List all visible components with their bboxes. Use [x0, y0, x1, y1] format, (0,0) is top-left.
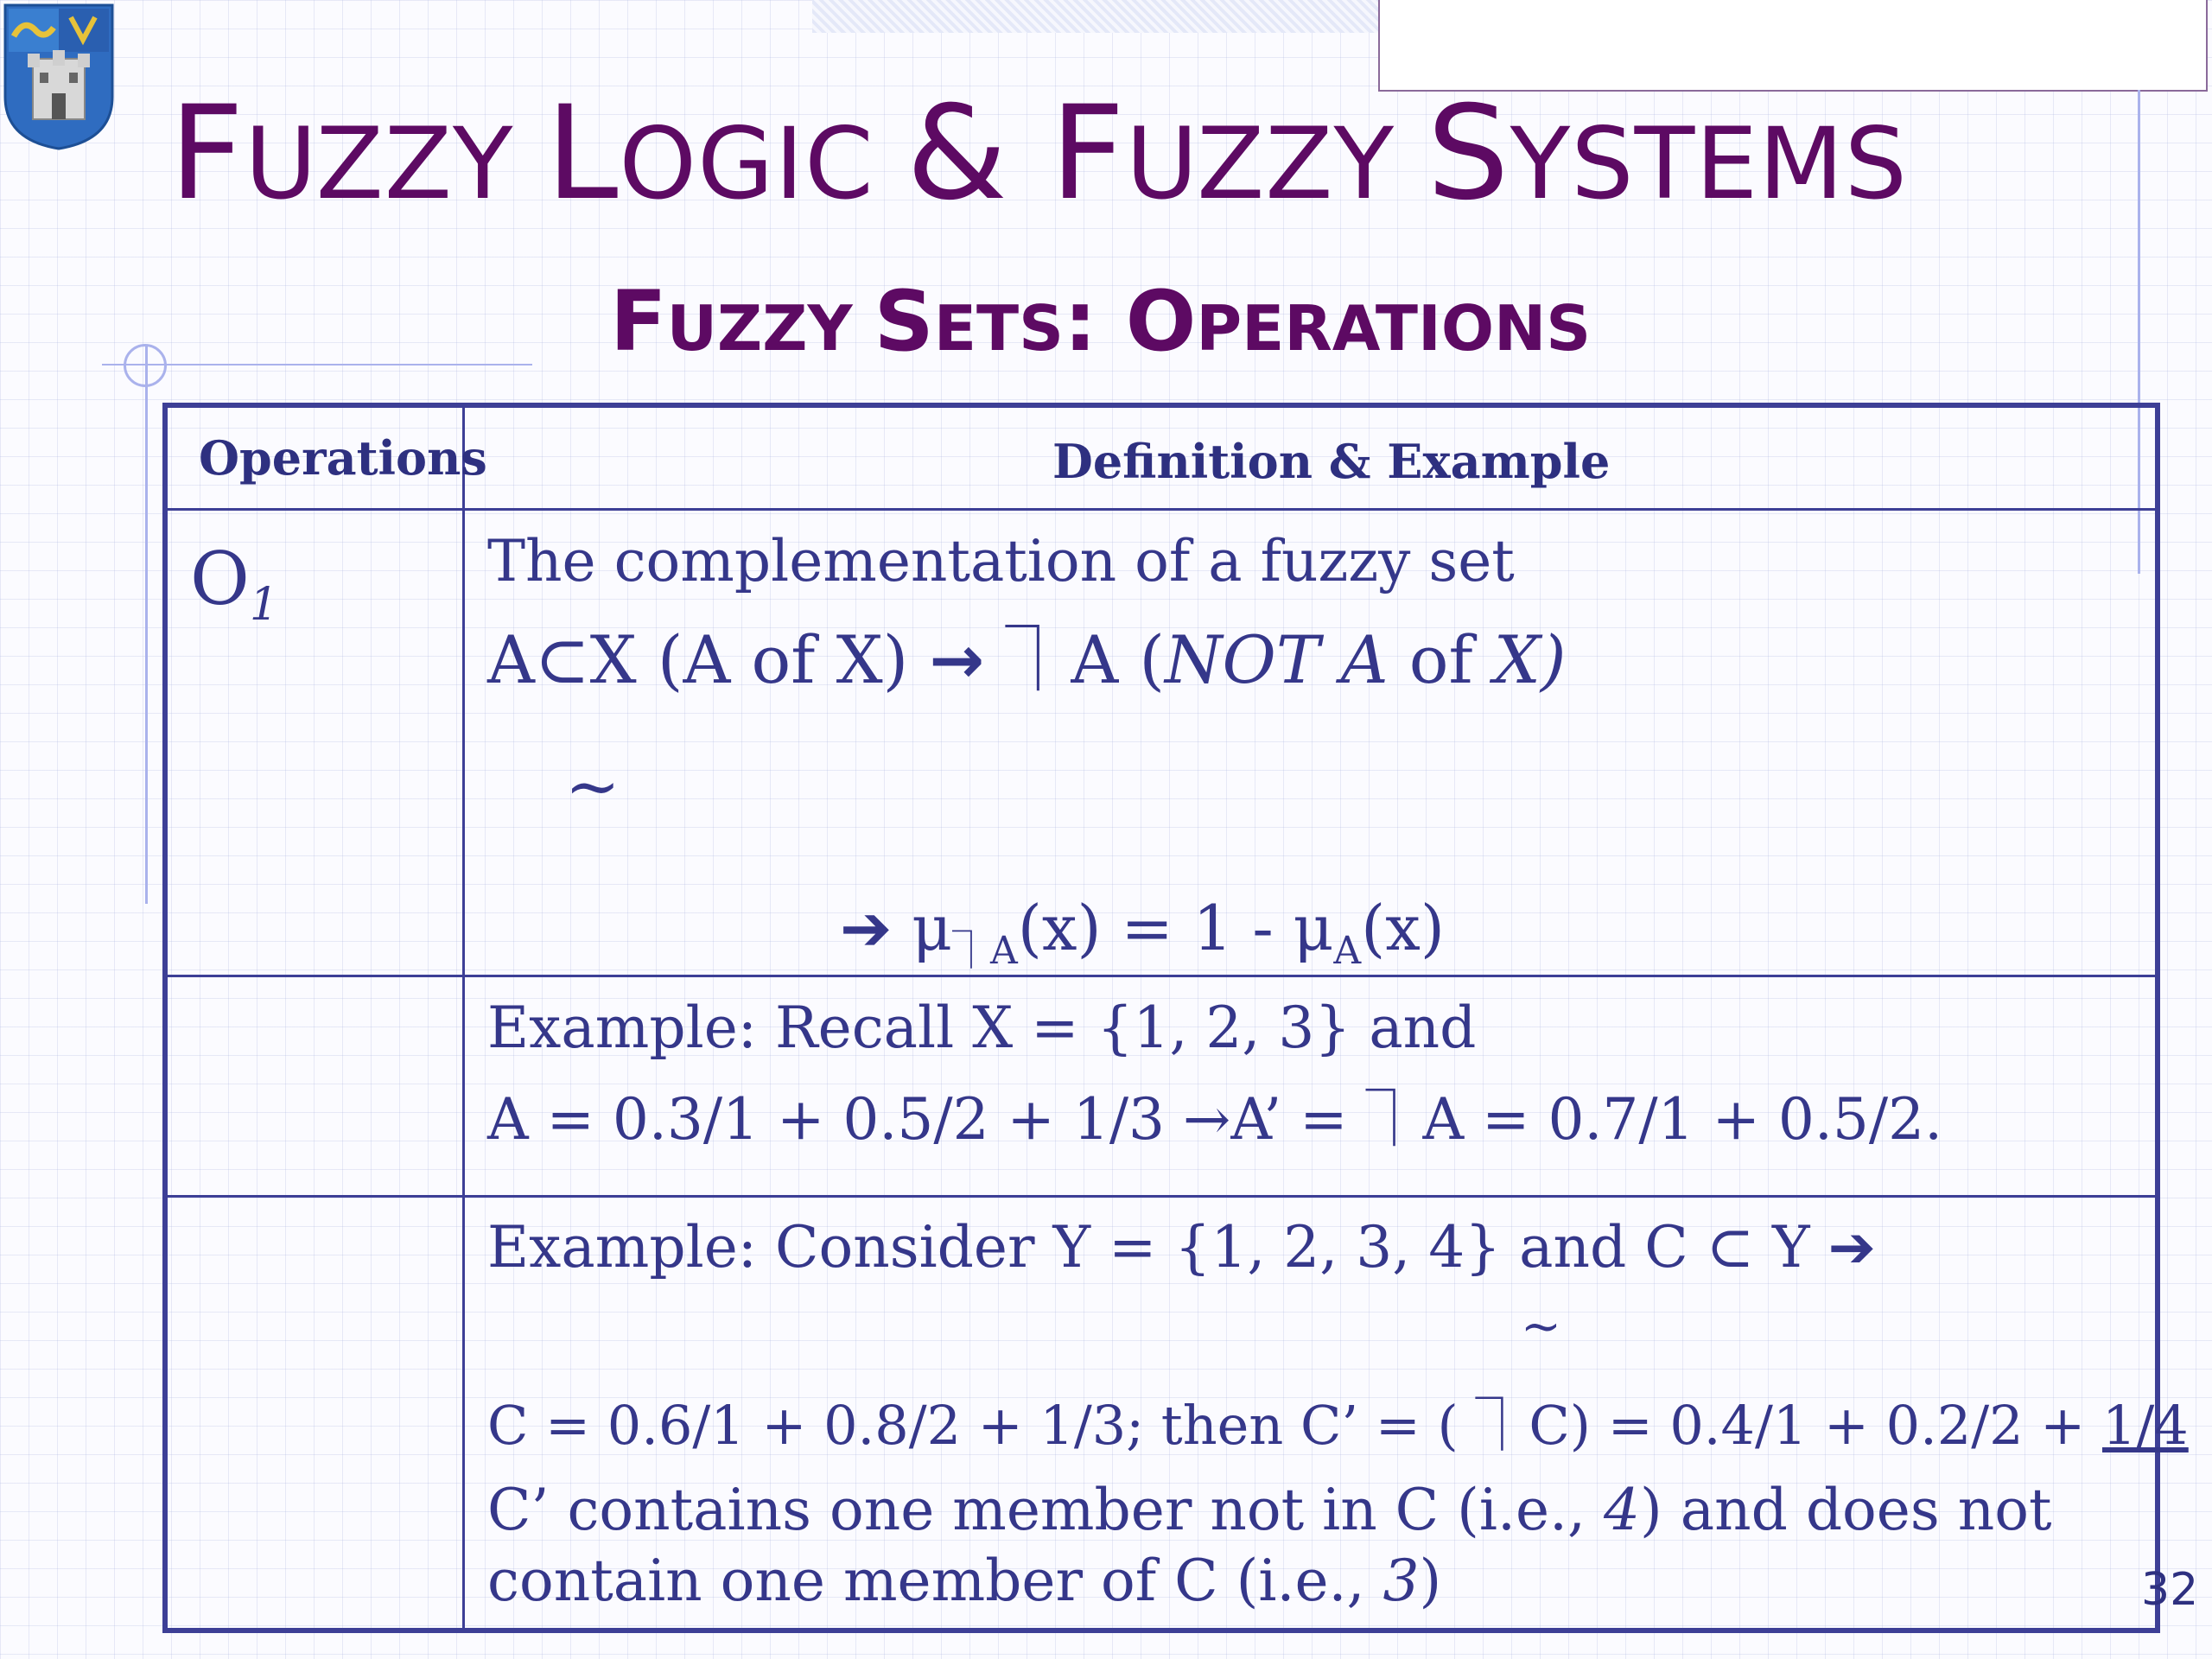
- example1-line-1: Example: Recall X = {1, 2, 3} and: [487, 995, 1477, 1061]
- bold-arrow-icon: ➔: [1827, 1214, 1876, 1281]
- membership-formula: ➔ $\mu_{⏋A}(x) = 1 - \mu_A(x)$: [840, 892, 1445, 973]
- tilde-mark: ~: [565, 747, 620, 824]
- operation-label: $O_1$: [190, 537, 278, 631]
- example2-line-3: C’ contains one member not in C (i.e., 4) and does not: [487, 1477, 2052, 1543]
- top-decoration-strip: [812, 0, 1382, 33]
- definition-line-2: A⊂X (A of X) → ⏋A (NOT A of X): [487, 621, 1567, 698]
- row-divider: [168, 508, 2155, 511]
- university-crest-icon: [2, 2, 116, 150]
- column-divider: [462, 408, 465, 1628]
- definition-line-1: The complementation of a fuzzy set: [487, 528, 1515, 594]
- crosshair-circle-icon: [124, 344, 167, 387]
- row-divider: [168, 1195, 2155, 1198]
- example2-line-2: C = 0.6/1 + 0.8/2 + 1/3; then C’ = ( ⏋C) = 0.4/1 + 0.2/2 + 1/4: [487, 1394, 2189, 1457]
- decor-vertical-line-left: [145, 346, 148, 904]
- header-operations: Operations: [199, 430, 487, 486]
- example2-line-4: contain one member of C (i.e., 3): [487, 1548, 1442, 1614]
- header-definition-example: Definition & Example: [1052, 434, 1611, 489]
- tilde-mark: ~: [1521, 1299, 1561, 1355]
- bold-arrow-icon: ➔: [840, 892, 893, 964]
- slide-subtitle: FUZZY SETS: OPERATIONS: [610, 273, 1592, 370]
- example1-line-2: A = 0.3/1 + 0.5/2 + 1/3 →A’ = ⏋A = 0.7/1 + 0.5/2.: [487, 1086, 1943, 1153]
- example2-line-1: Example: Consider Y = {1, 2, 3, 4} and C ⊂ Y ➔: [487, 1214, 1876, 1281]
- right-arrow-icon: →: [929, 621, 985, 698]
- page-number: 32: [2141, 1564, 2199, 1616]
- slide-title: FUZZY LOGIC & FUZZY SYSTEMS: [169, 79, 1908, 229]
